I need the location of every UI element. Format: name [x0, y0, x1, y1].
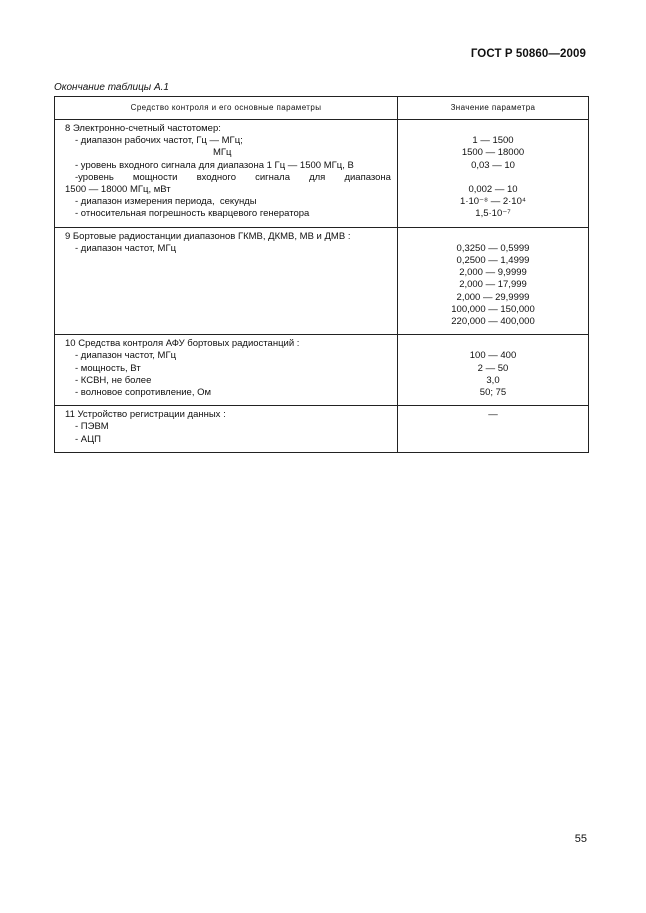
word: сигнала	[255, 171, 290, 183]
word: мощности	[132, 171, 178, 183]
parameter-line: - диапазон частот, МГц	[75, 242, 177, 254]
value-cell	[398, 406, 589, 453]
parameter-line: - уровень входного сигнала для диапазона 1 Гц — 1500 МГц, В	[75, 159, 354, 171]
value-cell	[398, 335, 589, 406]
word: диапазона	[344, 171, 391, 183]
value-line: 100 — 400	[469, 350, 517, 362]
parameter-line: МГц	[213, 147, 232, 159]
value-line: 100,000 — 150,000	[451, 303, 535, 315]
value-line	[402, 338, 584, 350]
parameter-line: - диапазон измерения периода, секунды	[75, 196, 257, 208]
page-number: 55	[574, 833, 587, 845]
value-line: 1500 — 18000	[461, 147, 525, 159]
column-header-value: Значение параметра	[398, 97, 589, 120]
word: входного	[196, 171, 236, 183]
column-header-equipment: Средство контроля и его основные параметры	[55, 97, 398, 120]
value-line: 0,03 — 10	[471, 159, 515, 171]
table-header-row	[55, 97, 589, 120]
equipment-cell	[55, 227, 398, 335]
parameter-line: - волновое сопротивление, Ом	[75, 387, 212, 399]
value-line: 2,000 — 29,9999	[456, 291, 530, 303]
value-cell	[398, 227, 589, 335]
parameter-line: 1500 — 18000 МГц, мВт	[65, 184, 171, 196]
value-line: 0,2500 — 1,4999	[456, 255, 530, 267]
value-line	[402, 123, 584, 135]
parameter-line-justified	[65, 172, 391, 184]
table-row	[55, 406, 589, 453]
word: для	[309, 171, 326, 183]
value-line: 1·10⁻⁸ — 2·10⁴	[460, 196, 526, 208]
value-line: —	[488, 409, 498, 421]
parameter-line: - мощность, Вт	[75, 362, 141, 374]
parameter-line: - диапазон частот, МГц	[75, 350, 177, 362]
item-title: 11 Устройство регистрации данных :	[65, 409, 226, 421]
document-code: ГОСТ Р 50860—2009	[470, 48, 586, 60]
parameter-line: - ПЭВМ	[75, 421, 109, 433]
value-cell	[398, 120, 589, 228]
value-line: 1,5·10⁻⁷	[475, 208, 511, 220]
table-row	[55, 120, 589, 228]
parameters-table	[54, 96, 589, 453]
value-line	[402, 172, 584, 184]
word: -уровень	[75, 171, 114, 183]
parameter-line: - диапазон рабочих частот, Гц — МГц;	[75, 135, 243, 147]
item-title: 8 Электронно-счетный частотомер:	[65, 123, 221, 134]
value-line: 0,3250 — 0,5999	[456, 242, 530, 254]
equipment-cell	[55, 335, 398, 406]
parameter-line: - КСВН, не более	[75, 374, 152, 386]
parameter-line: - АЦП	[75, 433, 101, 445]
value-line: 0,002 — 10	[468, 183, 518, 195]
value-line: 1 — 1500	[472, 135, 514, 147]
value-line: 50; 75	[479, 387, 507, 399]
item-title: 10 Средства контроля АФУ бортовых радиостанций :	[65, 338, 300, 350]
value-line: 220,000 — 400,000	[451, 316, 535, 328]
value-line: 2,000 — 17,999	[459, 279, 527, 291]
value-line	[402, 231, 584, 243]
parameter-line: - относительная погрешность кварцевого генератора	[75, 208, 310, 220]
equipment-cell	[55, 406, 398, 453]
equipment-cell	[55, 120, 398, 228]
table-row	[55, 227, 589, 335]
value-line: 2,000 — 9,9999	[459, 267, 527, 279]
value-line: 2 — 50	[477, 362, 509, 374]
value-line: 3,0	[486, 374, 500, 386]
table-row	[55, 335, 589, 406]
table-caption: Окончание таблицы А.1	[54, 82, 169, 93]
item-title: 9 Бортовые радиостанции диапазонов ГКМВ, ДКМВ, МВ и ДМВ :	[65, 230, 351, 242]
